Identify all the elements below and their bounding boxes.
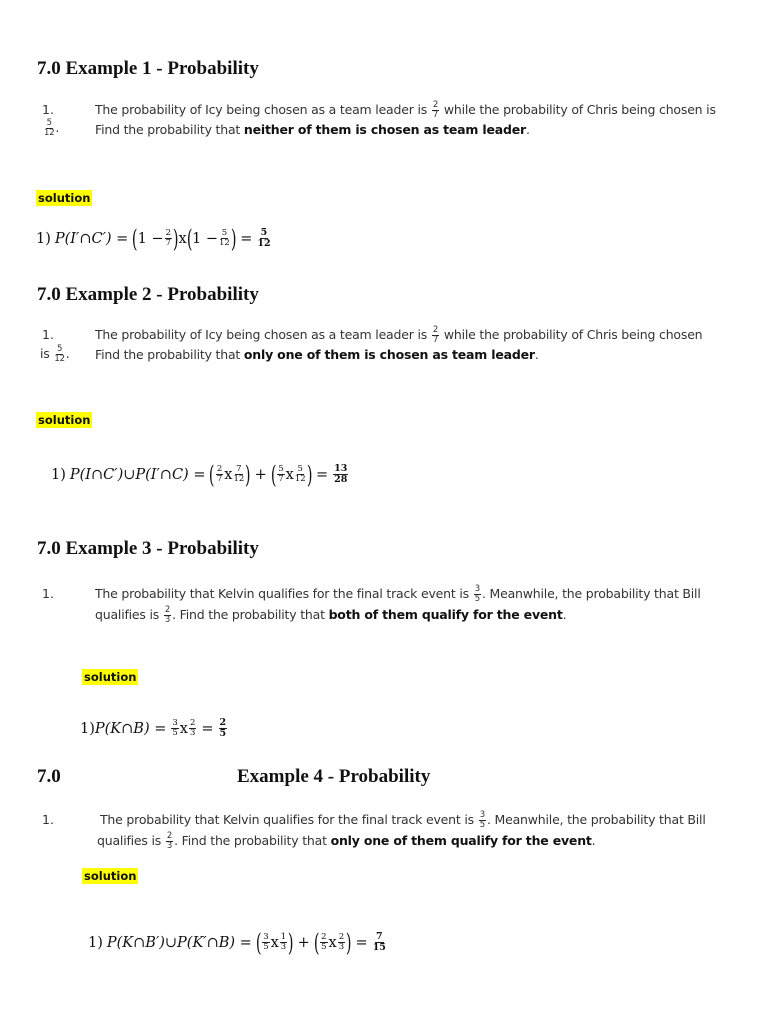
example-2-heading: 7.0 Example 2 - Probability [37,284,259,305]
example-3-heading: 7.0 Example 3 - Probability [37,538,259,559]
question-line-2: Find the probability that neither of them is chosen as team leader. [95,122,530,137]
question-line-1: The probability of Icy being chosen as a team leader is $\frac{2}{7}$ while the probability of Chris being chosen [95,325,703,345]
fraction-5-12: is $\frac{5}{12}$ . [40,344,70,364]
solution-equation: 1) P(K∩B′)∪P(K′∩B) = ( 3 5 x 1 3 ) + ( 2 5 x 2 3 ) = 7 15 [88,928,386,957]
example-1-heading: 7.0 Example 1 - Probability [37,58,259,79]
question-line-2: qualifies is $\frac{2}{3}$ . Find the probability that both of them qualify for the event. [95,605,567,625]
solution-equation: 1) P(I′∩C′) = ( 1 − $\frac{2}{7}$ ) x ( 1 − $\frac{5}{12}$ ) = 5 12 [36,224,271,253]
solution-equation: 1) P(I∩C′)∪P(I′∩C) = ( 2 7 x 7 12 ) + ( 5 7 x 5 12 ) = 13 28 [51,460,348,489]
fraction-5-12: $\frac{5}{12}$ . [44,118,60,138]
solution-equation: 1) P(K∩B) = 3 5 x 2 3 = 2 5 [80,717,227,739]
solution-label: solution [84,869,137,883]
example-4-heading-number: 7.0 [37,766,61,787]
solution-label: solution [84,670,137,684]
question-number: 1. [42,586,54,601]
solution-label: solution [38,191,91,205]
question-number: 1. [42,327,54,342]
question-line-1: The probability that Kelvin qualifies for the final track event is $\frac{3}{5}$ . Meanwhile, the probability that Bill [100,810,706,830]
solution-label: solution [38,413,91,427]
example-4-heading: Example 4 - Probability [237,766,431,787]
question-number: 1. [42,102,54,117]
question-line-1: The probability of Icy being chosen as a team leader is $\frac{2}{7}$ while the probability of Chris being chosen is [95,100,716,120]
question-line-2: qualifies is $\frac{2}{3}$ . Find the probability that only one of them qualify for the event. [97,831,596,851]
question-number: 1. [42,812,54,827]
question-line-2: Find the probability that only one of them is chosen as team leader. [95,347,539,362]
question-line-1: The probability that Kelvin qualifies for the final track event is $\frac{3}{5}$ . Meanwhile, the probability that Bill [95,584,701,604]
